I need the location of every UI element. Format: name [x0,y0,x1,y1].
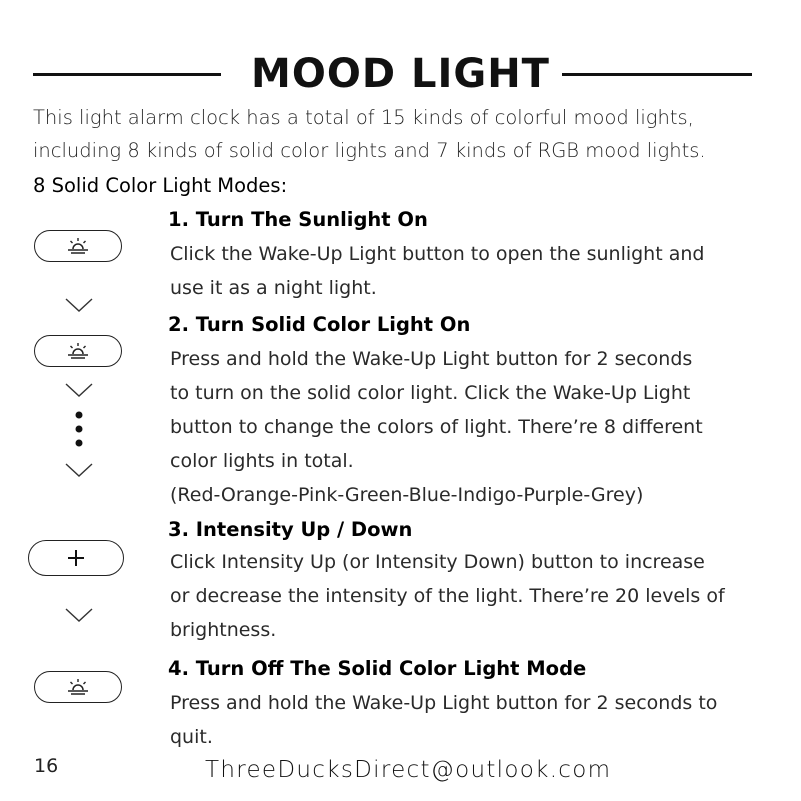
intensity-up-button [28,540,124,576]
step-title: 1. Turn The Sunlight On [168,208,428,231]
step-line: Press and hold the Wake-Up Light button for 2 seconds to [170,692,718,714]
intro-paragraph [33,101,773,167]
intro-line: This light alarm clock has a total of 15 kinds of colorful mood lights, [33,106,694,129]
step-line: use it as a night light. [170,277,377,299]
step-line: (Red-Orange-Pink-Green-Blue-Indigo-Purple-Grey) [170,484,644,506]
sunrise-icon [65,342,91,360]
intro-line: including 8 kinds of solid color lights and 7 kinds of RGB mood lights. [33,139,706,162]
step-line: Click Intensity Up (or Intensity Down) button to increase [170,551,705,573]
wake-up-light-button-step4 [34,671,122,703]
page-number: 16 [34,755,59,777]
page-title: MOOD LIGHT [251,51,550,97]
step-title: 4. Turn Off The Solid Color Light Mode [168,657,587,680]
step-title: 3. Intensity Up / Down [168,518,413,541]
vertical-dots-icon [73,410,85,450]
step-line: or decrease the intensity of the light. There’re 20 levels of [170,585,725,607]
step-title: 2. Turn Solid Color Light On [168,313,471,336]
plus-icon [67,549,85,567]
chevron-down-icon [64,382,94,398]
step-line: Press and hold the Wake-Up Light button for 2 seconds [170,348,693,370]
step-line: quit. [170,726,213,748]
header-rule-right [562,73,752,76]
wake-up-light-button-step1 [34,230,122,262]
step-body [170,342,770,512]
sunrise-icon [65,678,91,696]
wake-up-light-button-step2 [34,335,122,367]
chevron-down-icon [64,607,94,623]
footer-email: ThreeDucksDirect@outlook.com [205,757,612,783]
sunrise-icon [65,237,91,255]
step-line: to turn on the solid color light. Click the Wake-Up Light [170,382,691,404]
modes-heading: 8 Solid Color Light Modes: [33,174,288,197]
step-line: color lights in total. [170,450,354,472]
step-line: Click the Wake-Up Light button to open the sunlight and [170,243,705,265]
chevron-down-icon [64,462,94,478]
step-body [170,686,770,754]
step-body [170,237,770,305]
step-line: brightness. [170,619,277,641]
step-body [170,545,770,647]
step-line: button to change the colors of light. There’re 8 different [170,416,703,438]
chevron-down-icon [64,297,94,313]
